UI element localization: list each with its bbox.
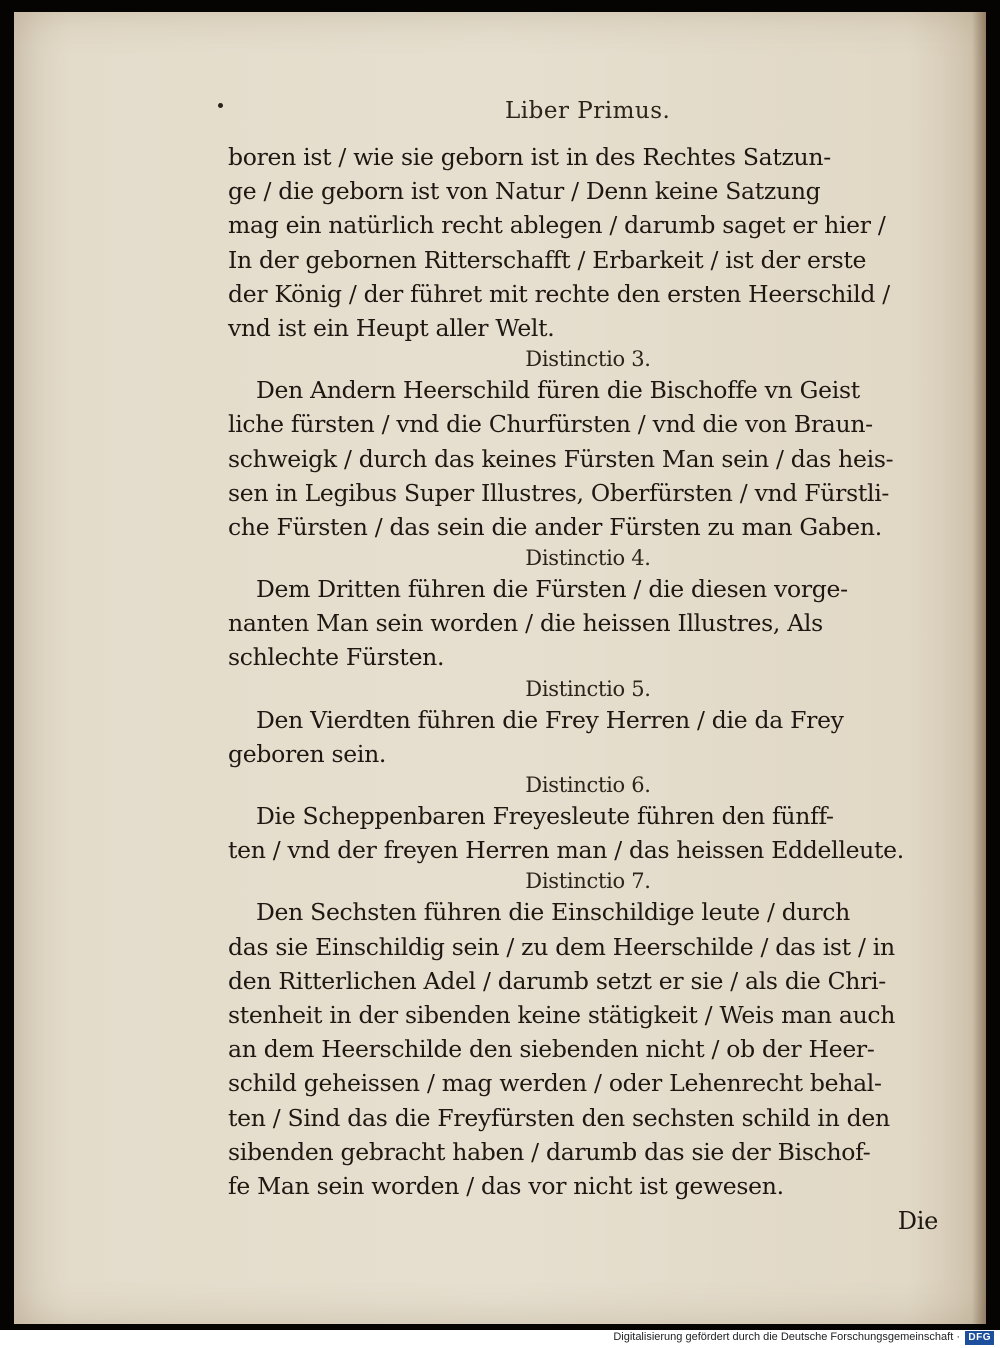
funding-credit: Digitalisierung gefördert durch die Deutsche Forschungsgemeinschaft ·: [613, 1331, 960, 1343]
text-line: In der gebornen Ritterschafft / Erbarkeit / ist der erste: [228, 245, 867, 274]
text-line: schweigk / durch das keines Fürsten Man sein / das heis-: [228, 444, 894, 473]
text-line: fe Man sein worden / das vor nicht ist gewesen.: [228, 1171, 784, 1200]
text-line: che Fürsten / das sein die ander Fürsten zu man Gaben.: [228, 512, 882, 541]
dfg-logo: DFG: [965, 1331, 994, 1345]
running-head: Liber Primus.: [505, 98, 671, 124]
text-line: ten / vnd der freyen Herren man / das heissen Eddelleute.: [228, 836, 904, 865]
distinctio-heading: Distinctio 6.: [525, 773, 651, 797]
text-line: der König / der führet mit rechte den ersten Heerschild /: [228, 279, 890, 308]
paragraph-first-line: Den Vierdten führen die Frey Herren / die da Frey: [256, 705, 844, 734]
text-line: boren ist / wie sie geborn ist in des Rechtes Satzun-: [228, 143, 831, 171]
text-line: ge / die geborn ist von Natur / Denn keine Satzung: [228, 177, 821, 206]
text-line: sen in Legibus Super Illustres, Oberfürsten / vnd Fürstli-: [228, 478, 890, 507]
text-line: mag ein natürlich recht ablegen / darumb saget er hier /: [228, 211, 886, 240]
text-line: den Ritterlichen Adel / darumb setzt er sie / als die Chri-: [228, 966, 886, 995]
paragraph-first-line: Den Andern Heerschild füren die Bischoffe vn Geist: [256, 376, 860, 405]
catchword: Die: [897, 1207, 938, 1236]
text-line: ten / Sind das die Freyfürsten den sechsten schild in den: [228, 1103, 890, 1132]
text-line: schlechte Fürsten.: [228, 643, 445, 672]
distinctio-heading: Distinctio 3.: [525, 347, 651, 372]
page-edge-shadow: [972, 12, 986, 1324]
paragraph-first-line: Dem Dritten führen die Fürsten / die diesen vorge-: [256, 575, 848, 604]
text-line: sibenden gebracht haben / darumb das sie der Bischof-: [228, 1137, 871, 1166]
text-line: vnd ist ein Heupt aller Welt.: [228, 313, 555, 342]
text-line: liche fürsten / vnd die Churfürsten / vnd die von Braun-: [228, 410, 873, 439]
paragraph-first-line: Den Sechsten führen die Einschildige leute / durch: [256, 898, 850, 927]
page-text-block: [228, 140, 948, 1235]
distinctio-heading: Distinctio 5.: [525, 676, 651, 701]
text-line: das sie Einschildig sein / zu dem Heerschilde / das ist / in: [228, 932, 895, 961]
paragraph-first-line: Die Scheppenbaren Freyesleute führen den fünff-: [256, 802, 834, 830]
text-lines: [228, 140, 948, 1203]
ink-dot-mark: [218, 103, 223, 108]
text-line: an dem Heerschilde den siebenden nicht / ob der Heer-: [228, 1035, 875, 1064]
distinctio-heading: Distinctio 4.: [525, 546, 651, 571]
text-line: geboren sein.: [228, 739, 387, 768]
text-line: schild geheissen / mag werden / oder Lehenrecht behal-: [228, 1069, 882, 1098]
text-line: nanten Man sein worden / die heissen Illustres, Als: [228, 609, 823, 638]
distinctio-heading: Distinctio 7.: [525, 869, 651, 894]
text-line: stenheit in der sibenden keine stätigkeit / Weis man auch: [228, 1000, 896, 1029]
